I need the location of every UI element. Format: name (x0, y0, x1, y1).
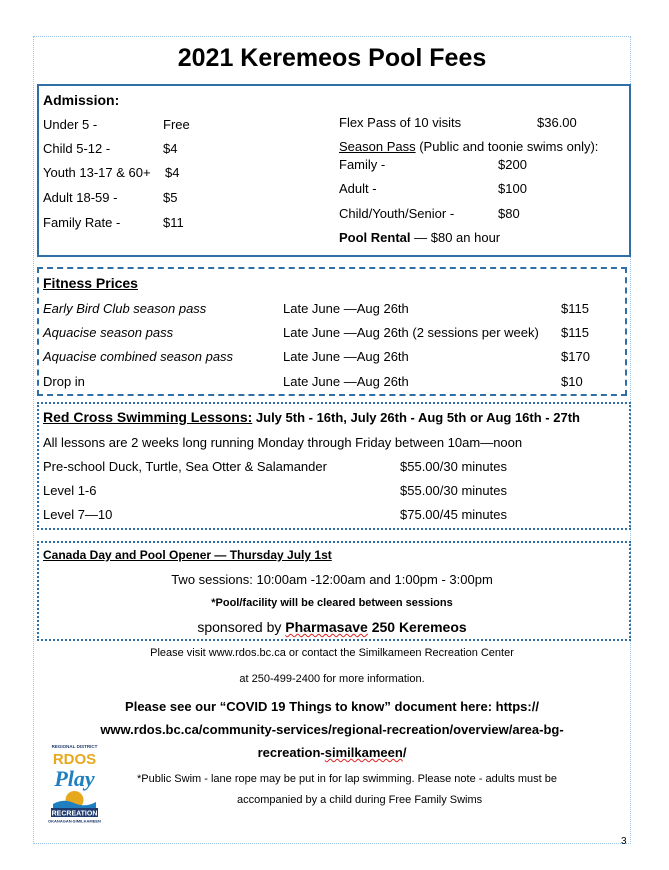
rdos-play-logo-graphic (43, 742, 106, 824)
fitness-heading: Fitness Prices (43, 275, 138, 291)
sponsor-name: Pharmasave (285, 619, 368, 635)
pool-rental-text: — $80 an hour (410, 230, 501, 245)
lessons-heading-line (43, 409, 580, 425)
season-pass-note: (Public and toonie swims only): (415, 139, 599, 154)
season-row-price: $200 (498, 157, 527, 172)
admission-row-price: $5 (163, 190, 178, 205)
contact-line-2: at 250-499-2400 for more information. (239, 673, 425, 685)
season-row-price: $100 (498, 181, 527, 196)
admission-row-label: Youth 13-17 & 60+ (43, 165, 151, 180)
admission-row-label: Under 5 - (43, 117, 98, 132)
fitness-row-price: $10 (561, 374, 583, 389)
flex-pass-price: $36.00 (537, 115, 577, 130)
admission-row-price: $11 (163, 215, 184, 230)
fitness-row-name: Drop in (43, 374, 85, 389)
fitness-row-price: $170 (561, 349, 590, 364)
logo-bottom-text: OKANAGAN-SIMILKAMEEN (48, 818, 101, 824)
admission-row-price: $4 (165, 165, 180, 180)
admission-row-label: Adult 18-59 - (43, 190, 118, 205)
fitness-row-price: $115 (561, 325, 589, 340)
lesson-row-price: $75.00/45 minutes (400, 507, 507, 522)
season-row-label: Child/Youth/Senior - (339, 206, 455, 221)
admission-heading: Admission: (43, 92, 120, 108)
rdos-play-logo (43, 742, 106, 824)
canada-day-cleared-note: *Pool/facility will be cleared between sessions (211, 597, 453, 609)
fitness-row-dates: Late June —Aug 26th (283, 349, 409, 364)
fitness-row-dates: Late June —Aug 26th (283, 374, 409, 389)
fitness-row-dates: Late June —Aug 26th (283, 301, 409, 316)
season-row-label: Adult - (339, 181, 377, 196)
lessons-heading: Red Cross Swimming Lessons: (43, 409, 253, 425)
covid-link-line-2[interactable]: www.rdos.bc.ca/community-services/regional-recreation/overview/area-bg- (100, 722, 564, 737)
sponsor-line (33, 619, 631, 635)
covid-line-1: Please see our “COVID 19 Things to know” document here: https:// (125, 699, 539, 714)
pool-rental-label: Pool Rental (339, 230, 411, 245)
page-number: 3 (621, 836, 627, 847)
covid-link-part[interactable]: similkameen (324, 745, 403, 760)
pool-rental-line (339, 230, 500, 245)
season-row-label: Family - (339, 157, 386, 172)
season-pass-label: Season Pass (339, 139, 416, 154)
season-pass-line (339, 139, 598, 154)
lesson-row-name: Level 7—10 (43, 507, 113, 522)
covid-link-line-3[interactable] (33, 745, 631, 760)
lesson-row-price: $55.00/30 minutes (400, 483, 507, 498)
season-row-price: $80 (498, 206, 520, 221)
lesson-row-price: $55.00/30 minutes (400, 459, 507, 474)
lesson-row-name: Pre-school Duck, Turtle, Sea Otter & Salamander (43, 459, 327, 474)
sponsor-suffix: 250 Keremeos (367, 619, 467, 635)
lesson-row-name: Level 1-6 (43, 483, 97, 498)
admission-row-price: Free (163, 117, 190, 132)
lessons-dates: July 5th - 16th, July 26th - Aug 5th or Aug 16th - 27th (252, 410, 580, 425)
logo-rdos-text: RDOS (52, 751, 97, 768)
logo-play-text: Play (54, 766, 95, 791)
fitness-row-name: Aquacise combined season pass (43, 349, 234, 364)
flex-pass-label: Flex Pass of 10 visits (339, 115, 462, 130)
admission-row-label: Child 5-12 - (43, 141, 111, 156)
logo-recreation-text: RECREATION (51, 810, 98, 818)
contact-line-1: Please visit www.rdos.bc.ca or contact the Similkameen Recreation Center (150, 647, 514, 659)
covid-link-part[interactable]: recreation- (257, 745, 325, 760)
footnote-line-2: accompanied by a child during Free Family Swims (237, 794, 483, 806)
page-title: 2021 Keremeos Pool Fees (177, 44, 487, 72)
sponsor-prefix: sponsored by (197, 619, 286, 635)
admission-row-price: $4 (163, 141, 178, 156)
canada-day-sessions: Two sessions: 10:00am -12:00am and 1:00pm - 3:00pm (171, 572, 493, 587)
fitness-row-name: Early Bird Club season pass (43, 301, 207, 316)
fitness-row-dates: Late June —Aug 26th (2 sessions per week) (283, 325, 539, 340)
logo-top-text: REGIONAL DISTRICT (51, 744, 98, 749)
admission-row-label: Family Rate - (43, 215, 121, 230)
fitness-row-name: Aquacise season pass (43, 325, 174, 340)
canada-day-heading: Canada Day and Pool Opener — Thursday July 1st (43, 548, 332, 562)
covid-link-part[interactable]: / (402, 745, 407, 760)
lessons-intro: All lessons are 2 weeks long running Monday through Friday between 10am—noon (43, 435, 523, 450)
fitness-row-price: $115 (561, 301, 589, 316)
footnote-line-1: *Public Swim - lane rope may be put in for lap swimming. Please note - adults must be (137, 773, 558, 785)
